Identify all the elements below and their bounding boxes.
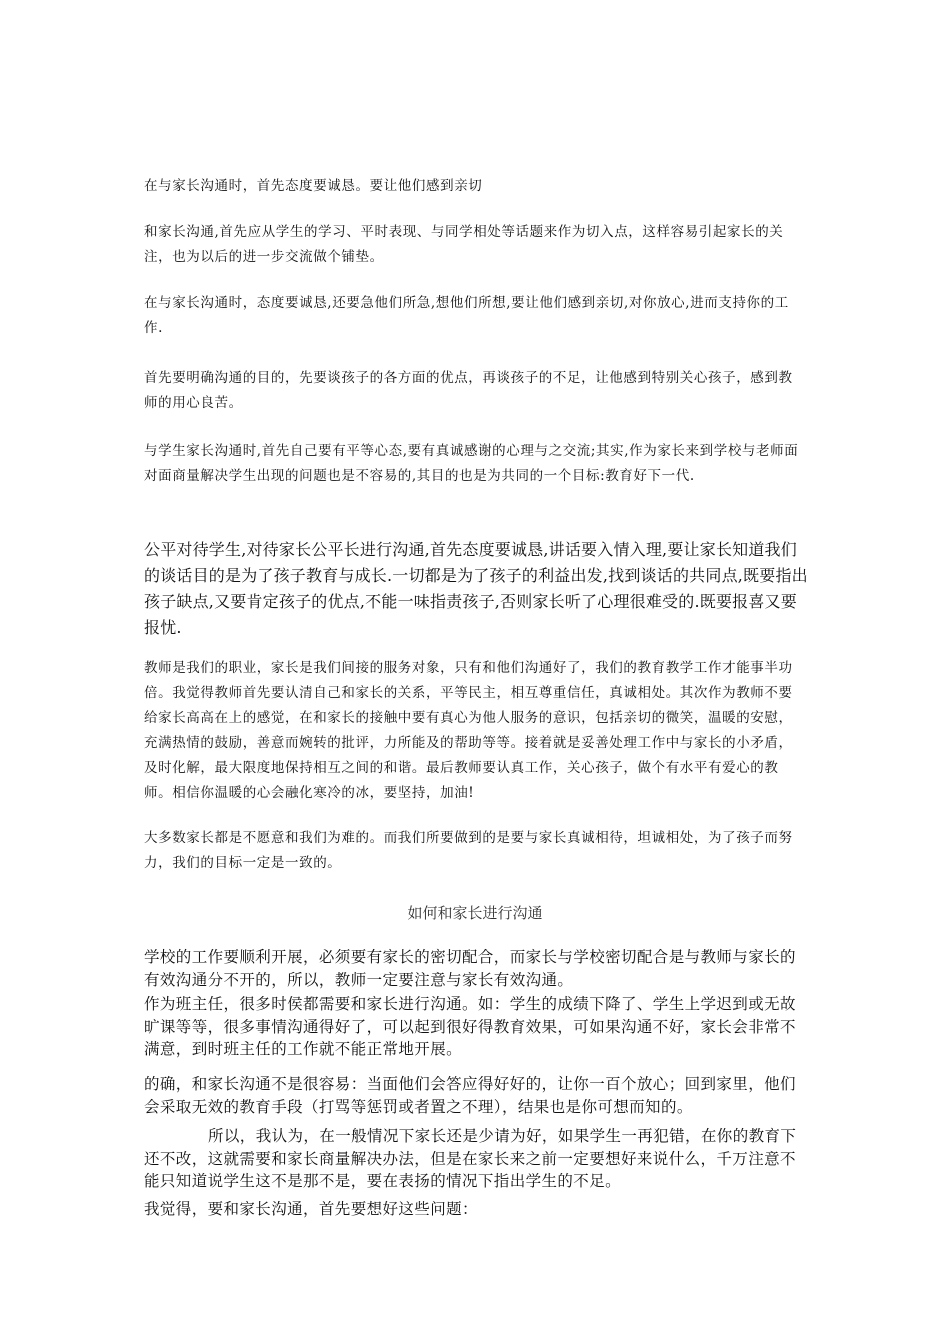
paragraph-7: 教师是我们的职业，家长是我们间接的服务对象，只有和他们沟通好了，我们的教育教学工作才能事半功倍。我觉得教师首先要认清自己和家长的关系，平等民主，相互尊重信任，真诚相处。其次作为教师不要给家长高高在上的感觉，在和家长的接触中要有真心为他人服务的意识，包括亲切的微笑，温暖的安慰，充满热情的鼓励，善意而婉转的批评，力所能及的帮助等等。接着就是妥善处理工作中与家长的小矛盾，及时化解，最大限度地保持相互之间的和谐。最后教师要认真工作，关心孩子，做个有水平有爱心的教师。相信你温暖的心会融化寒冷的冰，要坚持，加油! xyxy=(144,660,793,801)
article-paragraph-5: 我觉得，要和家长沟通，首先要想好这些问题： xyxy=(144,1200,478,1218)
article-paragraph-1: 学校的工作要顺利开展，必须要有家长的密切配合，而家长与学校密切配合是与教师与家长的有效沟通分不开的，所以，教师一定要注意与家长有效沟通。 xyxy=(144,948,796,989)
paragraph-8: 大多数家长都是不愿意和我们为难的。而我们所要做到的是要与家长真诚相待，坦诚相处，为了孩子而努力，我们的目标一定是一致的。 xyxy=(144,830,793,871)
paragraph-3: 在与家长沟通时，态度要诚恳,还要急他们所急,想他们所想,要让他们感到亲切,对你放心,进而支持你的工作. xyxy=(144,295,789,336)
article-heading: 如何和家长进行沟通 xyxy=(407,904,543,922)
paragraph-2: 和家长沟通,首先应从学生的学习、平时表现、与同学相处等话题来作为切入点，这样容易引起家长的关注，也为以后的进一步交流做个铺垫。 xyxy=(144,224,784,265)
paragraph-4: 首先要明确沟通的目的，先要谈孩子的各方面的优点，再谈孩子的不足，让他感到特别关心孩子，感到教师的用心良苦。 xyxy=(144,370,793,411)
paragraph-1: 在与家长沟通时，首先态度要诚恳。要让他们感到亲切 xyxy=(144,178,483,194)
paragraph-5: 与学生家长沟通时,首先自己要有平等心态,要有真诚感谢的心理与之交流;其实,作为家长来到学校与老师面对面商量解决学生出现的问题也是不容易的,其目的也是为共同的一个目标:教育好下一代. xyxy=(144,443,799,484)
article-paragraph-4: 所以，我认为，在一般情况下家长还是少请为好，如果学生一再犯错，在你的教育下还不改，这就需要和家长商量解决办法，但是在家长来之前一定要想好来说什么，千万注意不能只知道说学生这不是那不是，要在表扬的情况下指出学生的不足。 xyxy=(144,1127,797,1190)
paragraph-6: 公平对待学生,对待家长公平长进行沟通,首先态度要诚恳,讲话要入情入理,要让家长知道我们的谈话目的是为了孩子教育与成长.一切都是为了孩子的利益出发,找到谈话的共同点,既要指出孩子缺点,又要肯定孩子的优点,不能一味指责孩子,否则家长听了心理很难受的.既要报喜又要报忧. xyxy=(144,540,808,637)
article-paragraph-3: 的确，和家长沟通不是很容易：当面他们会答应得好好的，让你一百个放心；回到家里，他们会采取无效的教育手段（打骂等惩罚或者置之不理），结果也是你可想而知的。 xyxy=(144,1075,796,1116)
article-paragraph-2: 作为班主任，很多时侯都需要和家长进行沟通。如：学生的成绩下降了、学生上学迟到或无故旷课等等，很多事情沟通得好了，可以起到很好得教育效果，可如果沟通不好，家长会非常不满意，到时班主任的工作就不能正常地开展。 xyxy=(144,995,796,1058)
